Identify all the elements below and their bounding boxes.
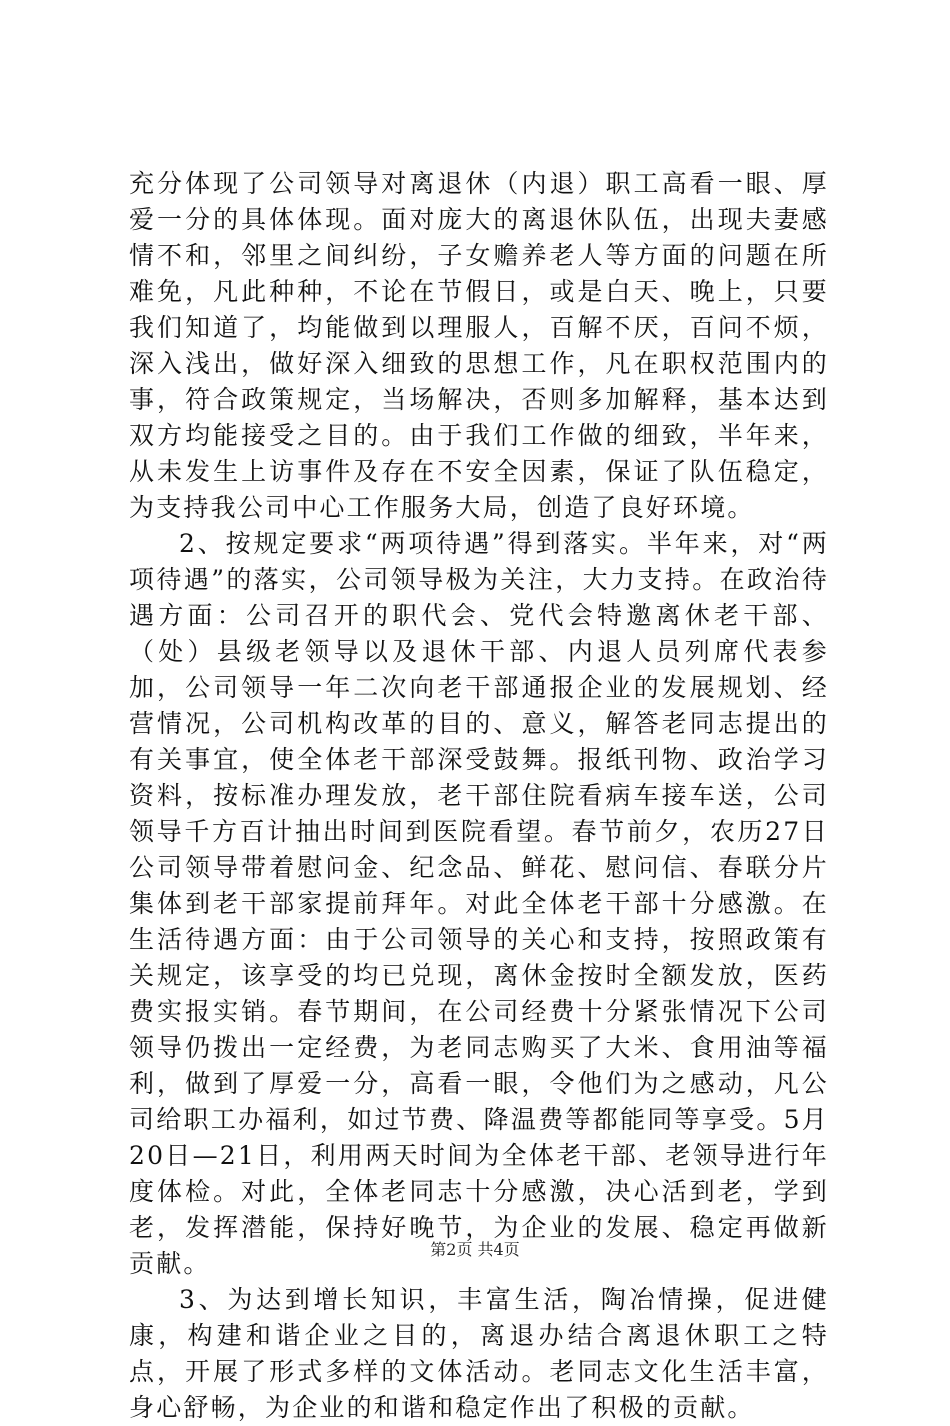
paragraph-item-2: 2、按规定要求“两项待遇”得到落实。半年来，对“两项待遇”的落实，公司领导极为关注，大力支持。在政治待遇方面：公司召开的职代会、党代会特邀离休老干部、（处）县级老领导以及退休干部、内退人员列席代表参加，公司领导一年二次向老干部通报企业的发展规划、经营情况，公司机构改革的目的、意义，解答老同志提出的有关事宜，使全体老干部深受鼓舞。报纸刊物、政治学习资料，按标准办理发放，老干部住院看病车接车送，公司领导千方百计抽出时间到医院看望。春节前夕，农历27日公司领导带着慰问金、纪念品、鲜花、慰问信、春联分片集体到老干部家提前拜年。对此全体老干部十分感激。在生活待遇方面：由于公司领导的关心和支持，按照政策有关规定，该享受的均已兑现，离休金按时全额发放，医药费实报实销。春节期间，在公司经费十分紧张情况下公司领导仍拨出一定经费，为老同志购买了大米、食用油等福利，做到了厚爱一分，高看一眼，令他们为之感动，凡公司给职工办福利，如过节费、降温费等都能同等享受。5月20日—21日，利用两天时间为全体老干部、老领导进行年度体检。对此，全体老同志十分感激，决心活到老，学到老，发挥潜能，保持好晚节，为企业的发展、稳定再做新贡献。 (129, 529, 829, 1278)
document-body (129, 166, 829, 1426)
page-number-footer: 第2页 共4页 (430, 1240, 520, 1259)
paragraph-item-3: 3、为达到增长知识，丰富生活，陶冶情操，促进健康，构建和谐企业之目的，离退办结合离退休职工之特点，开展了形式多样的文体活动。老同志文化生活丰富，身心舒畅，为企业的和谐和稳定作出了积极的贡献。 (129, 1285, 829, 1422)
paragraph-continuation: 充分体现了公司领导对离退休（内退）职工高看一眼、厚爱一分的具体体现。面对庞大的离退休队伍，出现夫妻感情不和，邻里之间纠纷，子女赡养老人等方面的问题在所难免，凡此种种，不论在节假日，或是白天、晚上，只要我们知道了，均能做到以理服人，百解不厌，百问不烦，深入浅出，做好深入细致的思想工作，凡在职权范围内的事，符合政策规定，当场解决，否则多加解释，基本达到双方均能接受之目的。由于我们工作做的细致，半年来，从未发生上访事件及存在不安全因素，保证了队伍稳定，为支持我公司中心工作服务大局，创造了良好环境。 (129, 169, 829, 522)
